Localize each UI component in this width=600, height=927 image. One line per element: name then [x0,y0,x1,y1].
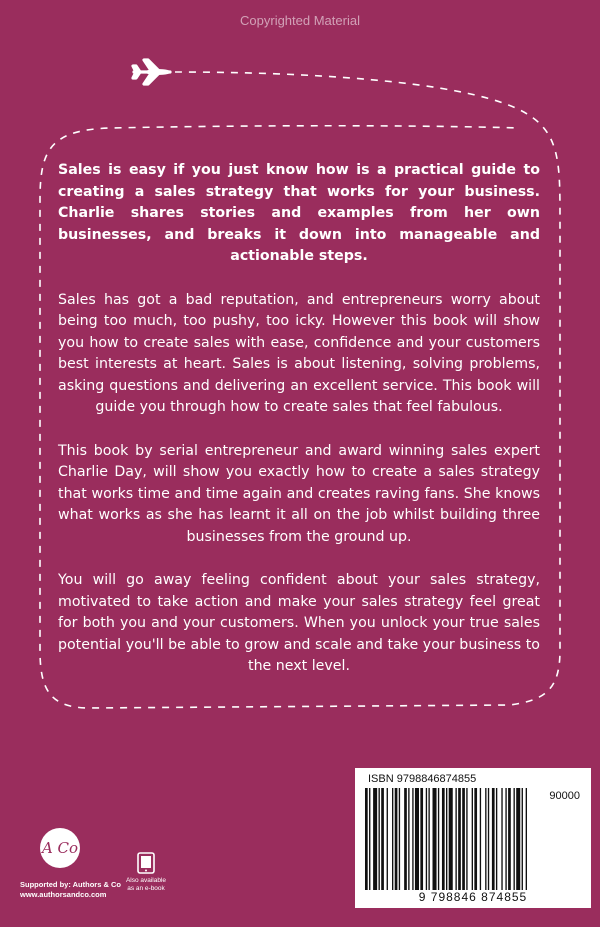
ebook-icon [137,852,155,874]
barcode-stripe [488,788,489,890]
barcode-stripe [455,788,456,890]
barcode-stripe [472,788,473,890]
barcode-stripe [428,788,429,890]
barcode-stripe [387,788,388,890]
publisher-website: www.authorsandco.com [20,890,107,899]
barcode-bars [363,788,583,890]
barcode-stripe [420,788,423,890]
price-code: 90000 [546,790,583,802]
ebook-line-2: as an e-book [127,885,165,892]
barcode-stripe [485,788,486,890]
barcode-stripe [449,788,453,890]
barcode-stripe [501,788,502,890]
barcode-stripe [438,788,439,890]
barcode-stripe [373,788,377,890]
barcode-stripe [433,788,437,890]
back-cover-blurb [58,160,540,700]
barcode-stripe [369,788,370,890]
barcode-stripe [392,788,393,890]
barcode-stripe [381,788,384,890]
barcode-stripe [458,788,461,890]
barcode-stripe [508,788,511,890]
barcode-stripe [522,788,523,890]
barcode-stripe [496,788,497,890]
barcode-stripe [365,788,368,890]
isbn-label: ISBN 9798846874855 [368,773,477,785]
barcode-stripe [415,788,419,890]
watermark: Copyrighted Material [240,13,360,28]
ebook-availability [118,852,174,893]
barcode-stripe [492,788,495,890]
barcode-stripe [408,788,409,890]
isbn-barcode [355,768,591,908]
barcode-stripe [466,788,467,890]
ebook-line-1: Also available [125,877,167,884]
barcode-stripe [404,788,407,890]
publisher-credit [20,880,121,900]
barcode-stripe [442,788,445,890]
blurb-paragraph: This book by serial entrepreneur and award winning sales expert Charlie Day, will show you exactly how to create a sales strategy that works time and time again and creates raving fans. She knows what works as she has learnt it all on the job whilst building three businesses from the ground up. [58,442,540,545]
barcode-stripe [412,788,413,890]
barcode-stripe [514,788,515,890]
barcode-stripe [379,788,380,890]
barcode-stripe [462,788,465,890]
barcode-stripe [395,788,398,890]
barcode-stripe [446,788,447,890]
barcode-stripe [399,788,400,890]
barcode-stripe [516,788,520,890]
barcode-stripe [480,788,481,890]
barcode-stripe [474,788,477,890]
barcode-digits: 9 798846 874855 [418,890,528,904]
supported-by-text: Supported by: Authors & Co [20,880,121,889]
barcode-stripe [505,788,506,890]
blurb-paragraph: You will go away feeling confident about your sales strategy, motivated to take action and make your sales strategy feel great for both you and your customers. When you unlock your true sales potential you'll be able to grow and scale and take your business to the next level. [58,572,540,674]
airplane-icon [130,54,174,90]
publisher-logo: A Co [40,828,80,868]
barcode-stripe [426,788,427,890]
barcode-stripe [526,788,527,890]
blurb-paragraph: Sales has got a bad reputation, and entrepreneurs worry about being too much, too pushy, too icky. However this book will show you how to create sales with ease, confidence and your customers best interests at heart. Sales is about listening, solving problems, asking questions and delivering an excellent service. This book will guide you through how to create sales that feel fabulous. [58,291,540,415]
blurb-lead: Sales is easy if you just know how is a practical guide to creating a sales strategy that works for your business. Charlie shares stories and examples from her own businesses, and breaks it down into manageable and actionable steps. [58,162,540,264]
